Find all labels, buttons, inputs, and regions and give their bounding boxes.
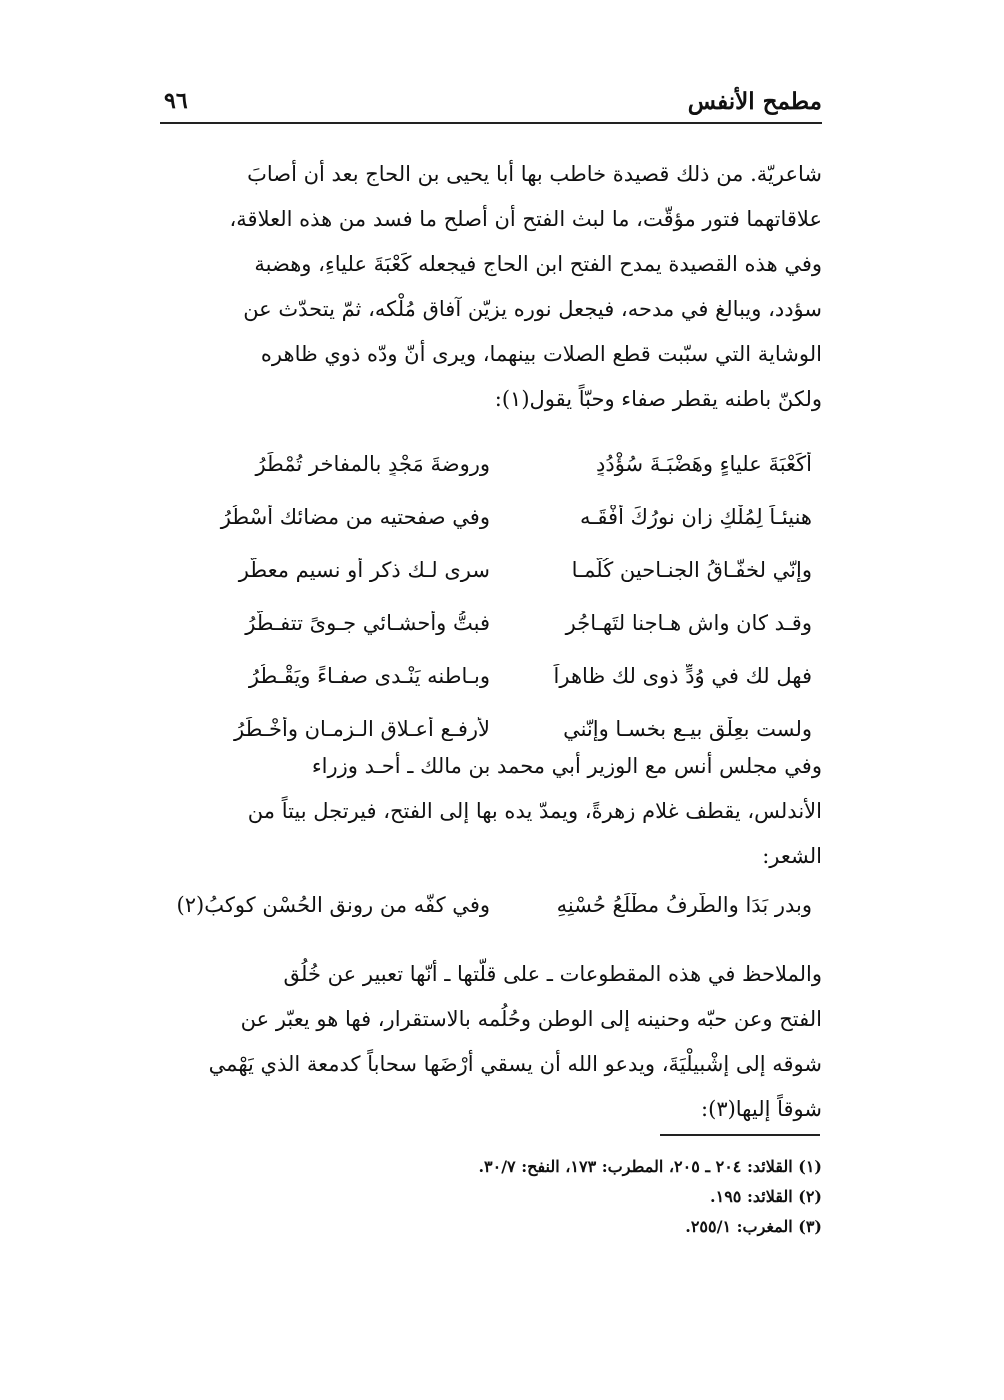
text-line: الوشاية التي سبّبت قطع الصلات بينهما، ويرى أنّ ودّه ذوي ظاهره [260, 342, 822, 366]
paragraph-intro [160, 152, 822, 422]
verse-second-hemistich: وبـاطنه يَنْـدى صفـاءً ويَقْـطُرُ [248, 664, 490, 688]
footnote: (٢) القلائد: ١٩٥. [710, 1187, 822, 1206]
poem-verse [160, 552, 822, 605]
text-line: الفتح وعن حبّه وحنينه إلى الوطن وحُلُمه بالاستقرار، فها هو يعبّر عن [240, 1007, 822, 1031]
footnote: (٣) المغرب: ٢٥٥/١. [685, 1217, 822, 1236]
poem-verse [160, 658, 822, 711]
verse-first-hemistich: وإنّي لخفّـاقُ الجنـاحين كُلّمـا [571, 558, 812, 582]
verse-second-hemistich: وفي كفّه من رونق الحُسْن كوكبُ(٢) [176, 893, 490, 917]
verse-first-hemistich: وقـد كان واشٍ هـاجنا لتَهـاجُرٍ [565, 611, 812, 635]
verse-first-hemistich: ولست بعِلْقٍ بيـع بخسـا وإنّني [563, 717, 812, 741]
running-title: مطمح الأنفس [687, 88, 822, 115]
verse-first-hemistich: أكَعْبَةَ علياءٍ وهَضْبَـةَ سُؤْدُدٍ [596, 452, 812, 476]
verse-first-hemistich: وبدرٍ بَدَا والطَّرفُ مطْلَعُ حُسْنِهِ [556, 893, 812, 917]
text-line: علاقاتهما فتور مؤقّت، ما لبث الفتح أن أصلح ما فسد من هذه العلاقة، [229, 207, 822, 231]
text-line: سؤدد، ويبالغ في مدحه، فيجعل نوره يزيّن آفاق مُلْكه، ثمّ يتحدّث عن [243, 297, 822, 321]
single-verse [160, 887, 822, 933]
footnote-separator [660, 1134, 820, 1136]
text-line: وفي مجلس أنس مع الوزير أبي محمد بن مالك ـ أحـد وزراء [311, 754, 822, 778]
verse-first-hemistich: فهل لك في وُدٍّ ذوى لك ظاهراً [553, 664, 812, 688]
text-line: شوقاً إليها(٣): [701, 1097, 822, 1121]
text-line: ولكنّ باطنه يقطر صفاء وحبّاً يقول(١): [494, 387, 822, 411]
verse-first-hemistich: هنيئـاً لِمُلْكٍ زان نورُكَ أُفْقَـه [580, 505, 812, 529]
verse-second-hemistich: لأرفـع أعـلاق الـزمـان وأخْـطَرُ [234, 717, 490, 741]
verse-second-hemistich: فبتُّ وأحشـائي جـوىً تتفـطّرُ [245, 611, 490, 635]
header-rule [160, 122, 822, 124]
verse-second-hemistich: سرى لـك ذكر أو نسيم معطّر [238, 558, 490, 582]
text-line: وفي هذه القصيدة يمدح الفتح ابن الحاج فيجعله كَعْبَةَ علياءِ، وهضبة [254, 252, 822, 276]
footnote: (١) القلائد: ٢٠٤ ـ ٢٠٥، المطرب: ١٧٣، النفح: ٣٠/٧. [478, 1157, 822, 1176]
poem-verse [160, 446, 822, 499]
text-line: شاعريّة. من ذلك قصيدة خاطب بها أبا يحيى بن الحاج بعد أن أصابَ [247, 162, 822, 186]
page-number: ٩٦ [164, 88, 188, 114]
text-line: الشعر: [762, 844, 822, 868]
poem-verse [160, 499, 822, 552]
footnotes [160, 1152, 822, 1242]
verse-second-hemistich: وروضةَ مَجْدٍ بالمفاخر تُمْطَرُ [255, 452, 490, 476]
poem-verse [160, 605, 822, 658]
verse-second-hemistich: وفي صفحتيه من مضائك أَسْطُرُ [220, 505, 490, 529]
text-line: والملاحظ في هذه المقطوعات ـ على قلّتها ـ أنّها تعبير عن خُلُق [283, 962, 822, 986]
paragraph-observation [160, 952, 822, 1132]
page-header [160, 82, 822, 122]
text-line: شوقه إلى إشْبيلْيَةَ، ويدعو الله أن يسقي أرْضَها سحاباً كدمعة الذي يَهْمي [208, 1052, 822, 1076]
paragraph-gathering [160, 744, 822, 879]
poem [160, 446, 822, 764]
text-line: الأندلس، يقطف غلام زهرةً، ويمدّ يده بها إلى الفتح، فيرتجل بيتاً من [247, 799, 822, 823]
